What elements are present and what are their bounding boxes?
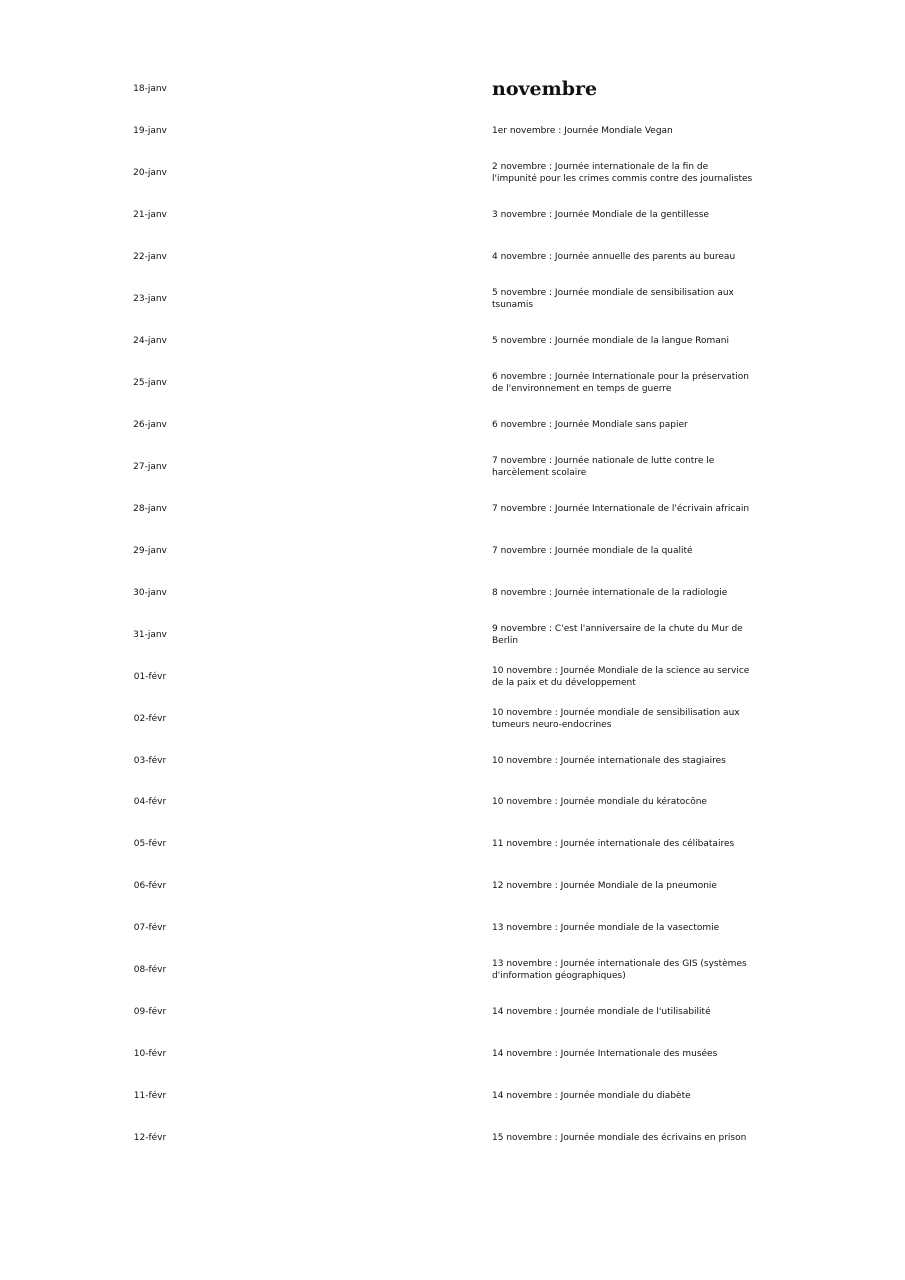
row-date: 26-janv: [133, 420, 167, 430]
table-row: [0, 1033, 905, 1075]
table-row: [0, 656, 905, 698]
row-event: 14 novembre : Journée mondiale du diabète: [492, 1091, 691, 1101]
table-row: [0, 740, 905, 782]
row-date: 10-févr: [133, 1049, 167, 1059]
row-date: 24-janv: [133, 336, 167, 346]
row-date: 18-janv: [133, 84, 167, 94]
row-date: 03-févr: [133, 756, 167, 766]
row-date: 21-janv: [133, 210, 167, 220]
row-event: 10 novembre : Journée internationale des stagiaires: [492, 756, 726, 766]
row-event: 7 novembre : Journée nationale de lutte contre le harcèlement scolaire: [492, 456, 715, 478]
row-event: 7 novembre : Journée Internationale de l'écrivain africain: [492, 504, 750, 514]
table-row: [0, 236, 905, 278]
row-date: 04-févr: [133, 797, 167, 807]
table-row: [0, 781, 905, 823]
row-date: 11-févr: [133, 1091, 167, 1101]
month-heading: novembre: [492, 78, 598, 100]
row-event: 6 novembre : Journée Mondiale sans papier: [492, 420, 688, 430]
row-date: 31-janv: [133, 630, 167, 640]
table-row: [0, 698, 905, 740]
table-row: [0, 949, 905, 991]
row-date: 02-févr: [133, 714, 167, 724]
table-row: [0, 488, 905, 530]
row-date: 01-févr: [133, 672, 167, 682]
table-row: [0, 446, 905, 488]
table-row: [0, 991, 905, 1033]
row-date: 23-janv: [133, 294, 167, 304]
table-row: [0, 362, 905, 404]
table-row: [0, 614, 905, 656]
table-row: [0, 572, 905, 614]
row-event: 12 novembre : Journée Mondiale de la pneumonie: [492, 881, 717, 891]
row-event: 15 novembre : Journée mondiale des écrivains en prison: [492, 1133, 747, 1143]
table-row: [0, 194, 905, 236]
row-event: 10 novembre : Journée mondiale du kératocône: [492, 797, 707, 807]
row-date: 05-févr: [133, 839, 167, 849]
row-event: 7 novembre : Journée mondiale de la qualité: [492, 546, 693, 556]
table-row: [0, 110, 905, 152]
table-row: [0, 530, 905, 572]
table-row: [0, 1117, 905, 1159]
table-row: [0, 278, 905, 320]
row-event: 9 novembre : C'est l'anniversaire de la chute du Mur de Berlin: [492, 624, 743, 646]
table-row: [0, 404, 905, 446]
row-event: 2 novembre : Journée internationale de la fin de l'impunité pour les crimes commis contre des journalistes: [492, 162, 753, 184]
table-row: [0, 152, 905, 194]
row-date: 07-févr: [133, 923, 167, 933]
row-event: 4 novembre : Journée annuelle des parents au bureau: [492, 252, 736, 262]
row-event: 10 novembre : Journée mondiale de sensibilisation aux tumeurs neuro-endocrines: [492, 708, 740, 730]
table-row: [0, 1075, 905, 1117]
table-row: [0, 823, 905, 865]
row-event: 10 novembre : Journée Mondiale de la science au service de la paix et du développement: [492, 666, 750, 688]
row-date: 22-janv: [133, 252, 167, 262]
row-event: 6 novembre : Journée Internationale pour la préservation de l'environnement en temps de guerre: [492, 372, 749, 394]
table-row: [0, 68, 905, 110]
row-event: 5 novembre : Journée mondiale de la langue Romani: [492, 336, 729, 346]
row-event: 5 novembre : Journée mondiale de sensibilisation aux tsunamis: [492, 288, 734, 310]
row-date: 29-janv: [133, 546, 167, 556]
row-event: 13 novembre : Journée mondiale de la vasectomie: [492, 923, 720, 933]
row-date: 25-janv: [133, 378, 167, 388]
row-event: 1er novembre : Journée Mondiale Vegan: [492, 126, 673, 136]
row-date: 27-janv: [133, 462, 167, 472]
row-date: 12-févr: [133, 1133, 167, 1143]
row-date: 08-févr: [133, 965, 167, 975]
row-event: 13 novembre : Journée internationale des GIS (systèmes d'information géographiques): [492, 959, 747, 981]
row-event: 11 novembre : Journée internationale des célibataires: [492, 839, 735, 849]
row-date: 30-janv: [133, 588, 167, 598]
row-date: 06-févr: [133, 881, 167, 891]
table-row: [0, 865, 905, 907]
row-event: 3 novembre : Journée Mondiale de la gentillesse: [492, 210, 710, 220]
row-date: 20-janv: [133, 168, 167, 178]
row-date: 19-janv: [133, 126, 167, 136]
table-row: [0, 907, 905, 949]
row-event: 14 novembre : Journée Internationale des musées: [492, 1049, 718, 1059]
row-date: 28-janv: [133, 504, 167, 514]
row-event: 8 novembre : Journée internationale de la radiologie: [492, 588, 728, 598]
row-event: 14 novembre : Journée mondiale de l'utilisabilité: [492, 1007, 711, 1017]
row-date: 09-févr: [133, 1007, 167, 1017]
table-row: [0, 320, 905, 362]
